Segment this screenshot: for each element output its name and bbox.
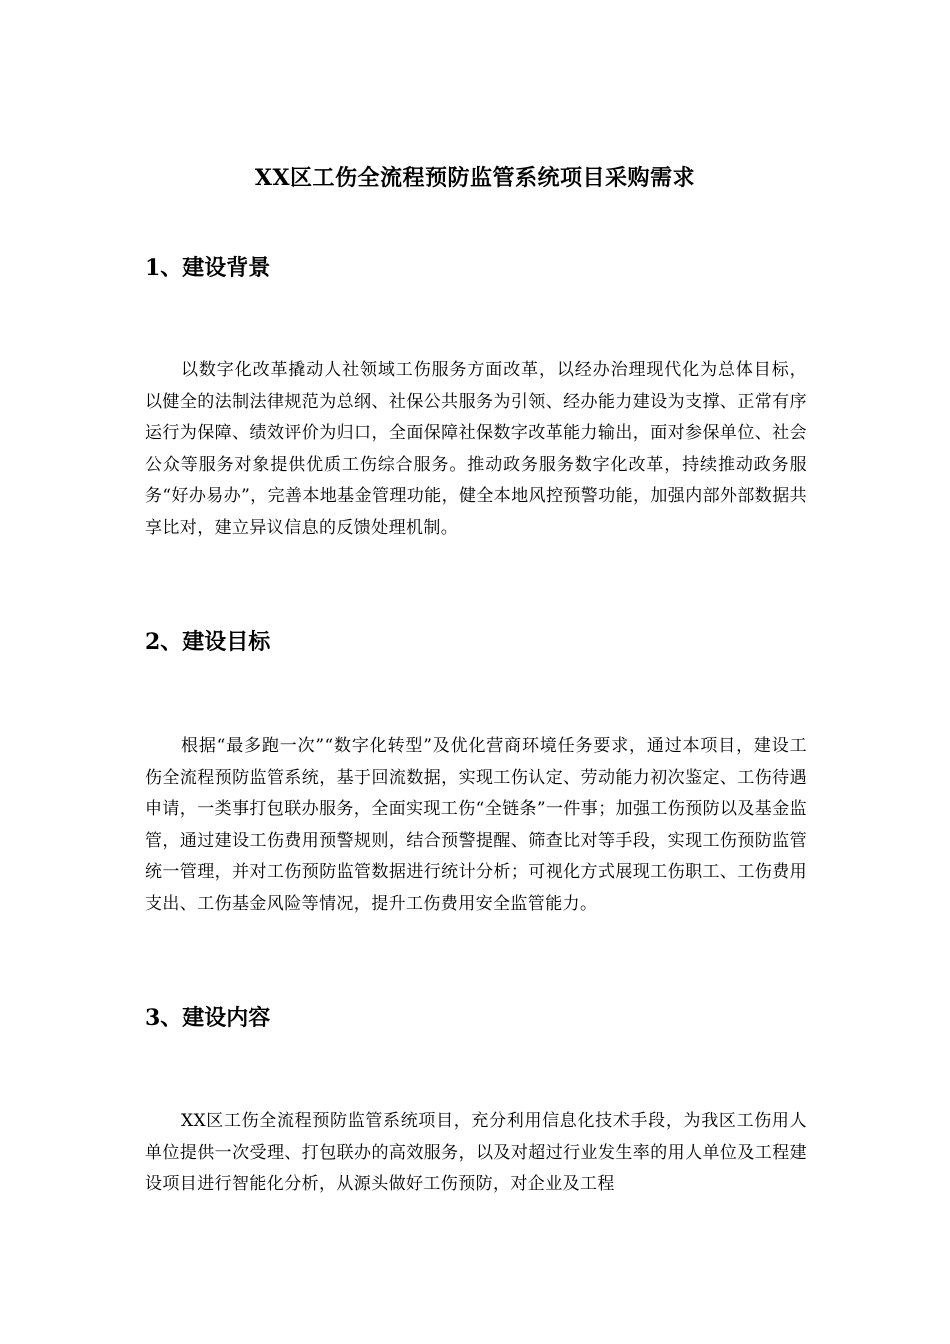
section-heading-goals: 2、建设目标 <box>145 629 271 655</box>
section-paragraph-content: XX区工伤全流程预防监管系统项目，充分利用信息化技术手段，为我区工伤用人单位提供一次受理、打包联办的高效服务，以及对超过行业发生率的用人单位及工程建设项目进行智能化分析，从源头做好工伤预防，对企业及工程 <box>145 1111 807 1194</box>
document-title: XX区工伤全流程预防监管系统项目采购需求 <box>254 165 696 191</box>
section-heading-content: 3、建设内容 <box>145 1005 271 1031</box>
section-paragraph-background: 以数字化改革撬动人社领域工伤服务方面改革，以经办治理现代化为总体目标，以健全的法制法律规范为总纲、社保公共服务为引领、经办能力建设为支撑、正常有序运行为保障、绩效评价为归口，全面保障社保数字改革能力输出，面对参保单位、社会公众等服务对象提供优质工伤综合服务。推动政务服务数字化改革，持续推动政务服务“好办易办”，完善本地基金管理功能，健全本地风控预警功能，加强内部外部数据共享比对，建立异议信息的反馈处理机制。 <box>145 360 807 538</box>
section-paragraph-goals: 根据“最多跑一次”“数字化转型”及优化营商环境任务要求，通过本项目，建设工伤全流程预防监管系统，基于回流数据，实现工伤认定、劳动能力初次鉴定、工伤待遇申请，一类事打包联办服务，全面实现工伤“全链条”一件事；加强工伤预防以及基金监管，通过建设工伤费用预警规则，结合预警提醒、筛查比对等手段，实现工伤预防监管统一管理，并对工伤预防监管数据进行统计分析；可视化方式展现工伤职工、工伤费用支出、工伤基金风险等情况，提升工伤费用安全监管能力。 <box>145 736 807 914</box>
section-heading-background: 1、建设背景 <box>145 255 271 281</box>
